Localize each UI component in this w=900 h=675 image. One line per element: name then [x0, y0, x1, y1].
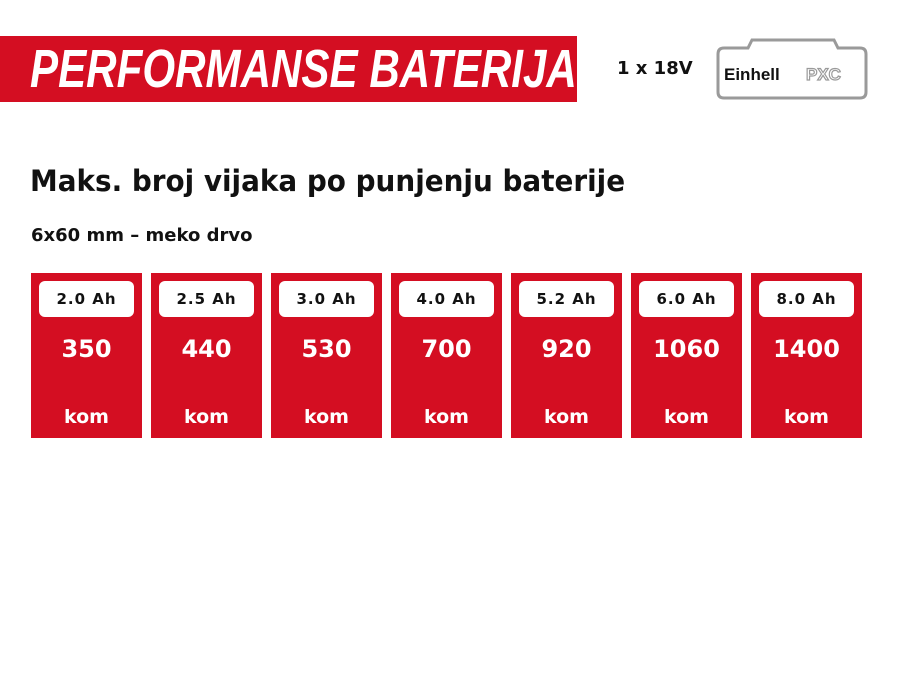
battery-card	[391, 273, 502, 438]
unit-label: kom	[64, 406, 109, 428]
voltage-label: 1 x 18V	[617, 58, 693, 79]
unit-label: kom	[664, 406, 709, 428]
battery-card	[751, 273, 862, 438]
banner-title: PERFORMANSE BATERIJA	[30, 39, 577, 99]
battery-card	[151, 273, 262, 438]
page-subheading: 6x60 mm – meko drvo	[31, 225, 253, 246]
einhell-pxc-logo	[708, 34, 872, 102]
unit-label: kom	[424, 406, 469, 428]
capacity-badge: 6.0 Ah	[639, 281, 734, 317]
capacity-badge: 4.0 Ah	[399, 281, 494, 317]
screw-count: 920	[541, 335, 592, 363]
screw-count: 1060	[653, 335, 720, 363]
capacity-badge: 8.0 Ah	[759, 281, 854, 317]
capacity-badge: 2.5 Ah	[159, 281, 254, 317]
capacity-badge: 3.0 Ah	[279, 281, 374, 317]
screw-count: 530	[301, 335, 352, 363]
battery-card	[511, 273, 622, 438]
unit-label: kom	[184, 406, 229, 428]
screw-count: 440	[181, 335, 232, 363]
unit-label: kom	[544, 406, 589, 428]
logo-pxc-text: PXC	[806, 65, 841, 84]
capacity-badge: 5.2 Ah	[519, 281, 614, 317]
battery-card	[271, 273, 382, 438]
logo-einhell-text: Einhell	[724, 65, 780, 84]
battery-card	[31, 273, 142, 438]
battery-card	[631, 273, 742, 438]
unit-label: kom	[304, 406, 349, 428]
page-heading: Maks. broj vijaka po punjenju baterije	[30, 164, 626, 198]
unit-label: kom	[784, 406, 829, 428]
capacity-badge: 2.0 Ah	[39, 281, 134, 317]
screw-count: 700	[421, 335, 472, 363]
screw-count: 1400	[773, 335, 840, 363]
screw-count: 350	[61, 335, 112, 363]
